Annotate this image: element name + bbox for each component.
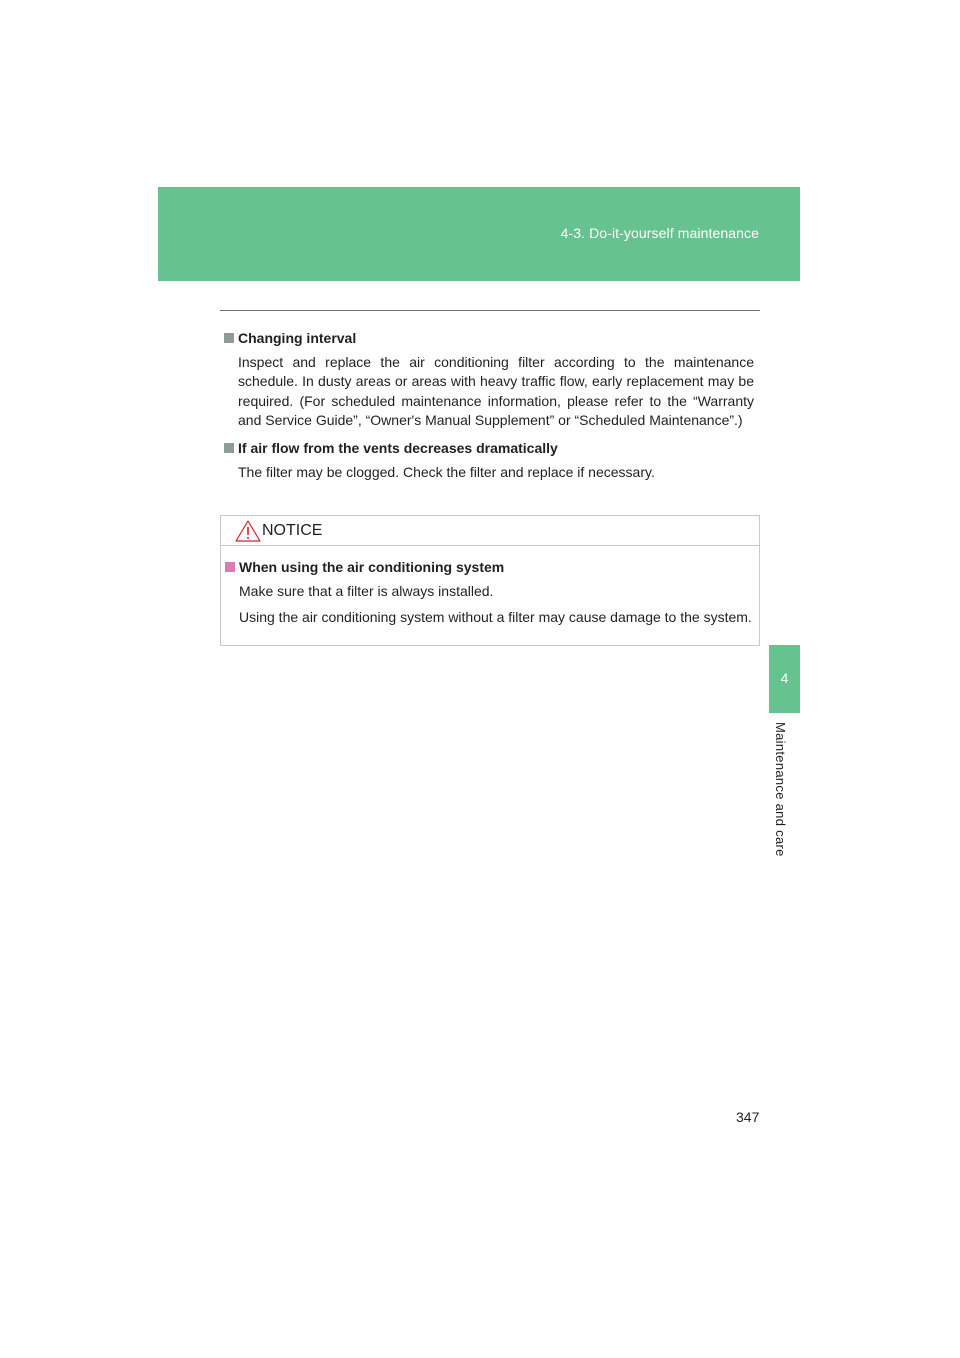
info-heading (224, 438, 754, 458)
info-body: Inspect and replace the air conditioning filter according to the maintenance schedule. In dusty areas or areas with heavy traffic flow, early replacement may be required. (For scheduled maintenance information, please refer to the “Warranty and Service Guide”, “Owner's Manual Supplement” or “Scheduled Maintenance”.) (238, 354, 754, 429)
notice-line: Using the air conditioning system without a filter may cause damage to the system. (239, 609, 752, 625)
section-divider (220, 310, 760, 311)
notice-title: NOTICE (262, 522, 323, 539)
chapter-header-band (158, 187, 800, 281)
info-section (224, 328, 754, 489)
square-bullet-icon (225, 562, 235, 572)
info-heading-text: If air flow from the vents decreases dramatically (238, 439, 558, 456)
info-heading-text: Changing interval (238, 330, 357, 346)
info-item-changing-interval (224, 328, 754, 431)
notice-header (221, 516, 759, 546)
square-bullet-icon (224, 443, 234, 453)
notice-body (239, 582, 755, 627)
page-number: 347 (736, 1109, 760, 1125)
info-heading (224, 328, 754, 348)
section-title: 4-3. Do-it-yourself maintenance (560, 225, 759, 241)
chapter-label: Maintenance and care (773, 722, 788, 857)
notice-content (225, 557, 755, 634)
notice-heading (225, 557, 755, 577)
notice-heading-text: When using the air conditioning system (239, 559, 505, 575)
notice-line: Make sure that a filter is always installed. (239, 583, 494, 599)
info-body: The filter may be clogged. Check the filter and replace if necessary. (238, 463, 655, 480)
chapter-number: 4 (780, 670, 789, 686)
square-bullet-icon (224, 333, 234, 343)
warning-triangle-icon (235, 520, 261, 542)
chapter-tab[interactable] (769, 645, 800, 713)
notice-box (220, 515, 760, 646)
info-item-air-flow (224, 438, 754, 482)
